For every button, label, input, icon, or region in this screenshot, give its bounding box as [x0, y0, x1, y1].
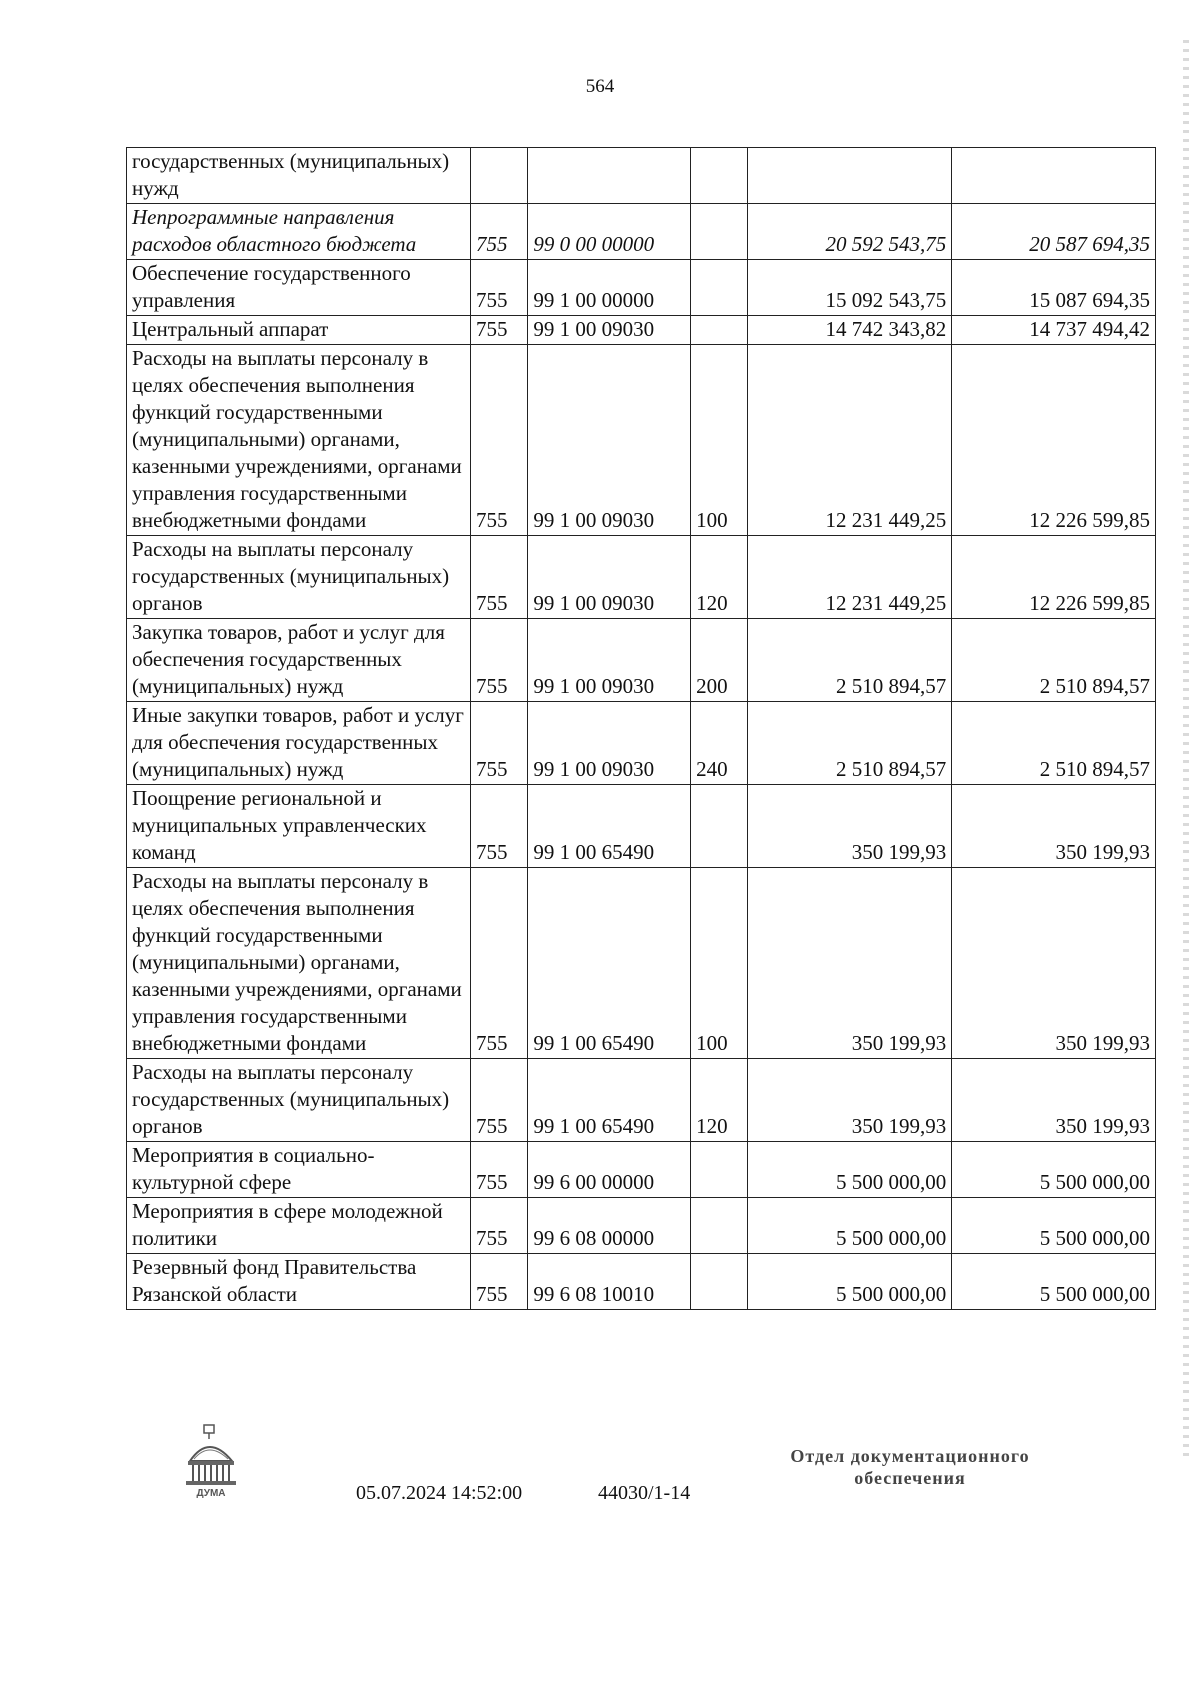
row-expense-type-cell: 200	[691, 619, 748, 702]
row-department-code-cell: 755	[471, 785, 528, 868]
table-row	[127, 1198, 1156, 1254]
row-target-code-cell: 99 0 00 00000	[528, 204, 691, 260]
row-name-cell: государственных (муниципальных) нужд	[127, 148, 471, 204]
row-amount-year2-cell: 350 199,93	[952, 785, 1156, 868]
row-amount-year1-cell: 350 199,93	[748, 1059, 952, 1142]
row-amount-year1-cell: 2 510 894,57	[748, 619, 952, 702]
row-expense-type-cell	[691, 785, 748, 868]
budget-table-body	[127, 148, 1156, 1310]
row-target-code-cell: 99 1 00 09030	[528, 619, 691, 702]
duma-logo-icon	[182, 1423, 240, 1499]
row-target-code-cell: 99 6 08 00000	[528, 1198, 691, 1254]
table-row	[127, 316, 1156, 345]
row-name-cell: Обеспечение государственного управления	[127, 260, 471, 316]
table-row	[127, 345, 1156, 536]
row-amount-year1-cell: 350 199,93	[748, 785, 952, 868]
row-target-code-cell: 99 1 00 65490	[528, 1059, 691, 1142]
row-amount-year2-cell: 14 737 494,42	[952, 316, 1156, 345]
row-amount-year1-cell: 2 510 894,57	[748, 702, 952, 785]
row-name-cell: Расходы на выплаты персоналу государственных (муниципальных) органов	[127, 1059, 471, 1142]
row-expense-type-cell: 120	[691, 536, 748, 619]
page-number: 564	[585, 76, 615, 97]
row-department-code-cell: 755	[471, 1198, 528, 1254]
row-amount-year2-cell: 2 510 894,57	[952, 702, 1156, 785]
row-amount-year2-cell: 12 226 599,85	[952, 536, 1156, 619]
scan-edge-strip	[1183, 40, 1189, 1460]
row-expense-type-cell: 120	[691, 1059, 748, 1142]
row-department-code-cell: 755	[471, 204, 528, 260]
row-expense-type-cell	[691, 148, 748, 204]
row-target-code-cell	[528, 148, 691, 204]
row-amount-year2-cell: 20 587 694,35	[952, 204, 1156, 260]
row-name-cell: Расходы на выплаты персоналу в целях обеспечения выполнения функций государственными (муниципальными) органами, казенными учреждениями, органами управления государственными внебюджетными фондами	[127, 345, 471, 536]
row-amount-year1-cell: 12 231 449,25	[748, 345, 952, 536]
row-expense-type-cell: 240	[691, 702, 748, 785]
row-expense-type-cell	[691, 1198, 748, 1254]
row-department-code-cell: 755	[471, 619, 528, 702]
budget-table	[126, 147, 1156, 1310]
row-target-code-cell: 99 1 00 65490	[528, 868, 691, 1059]
row-name-cell: Иные закупки товаров, работ и услуг для обеспечения государственных (муниципальных) нужд	[127, 702, 471, 785]
row-target-code-cell: 99 6 00 00000	[528, 1142, 691, 1198]
row-name-cell: Расходы на выплаты персоналу в целях обеспечения выполнения функций государственными (муниципальными) органами, казенными учреждениями, органами управления государственными внебюджетными фондами	[127, 868, 471, 1059]
row-department-code-cell: 755	[471, 1059, 528, 1142]
row-department-code-cell: 755	[471, 702, 528, 785]
row-name-cell: Поощрение региональной и муниципальных управленческих команд	[127, 785, 471, 868]
row-amount-year1-cell: 5 500 000,00	[748, 1142, 952, 1198]
table-row	[127, 536, 1156, 619]
table-row	[127, 1059, 1156, 1142]
row-amount-year2-cell: 350 199,93	[952, 868, 1156, 1059]
row-amount-year2-cell: 15 087 694,35	[952, 260, 1156, 316]
table-row	[127, 619, 1156, 702]
row-target-code-cell: 99 1 00 09030	[528, 316, 691, 345]
duma-logo-text: ДУМА	[196, 1488, 226, 1499]
stamp-line-1: Отдел документационного	[790, 1446, 1030, 1466]
row-department-code-cell	[471, 148, 528, 204]
row-name-cell: Непрограммные направления расходов областного бюджета	[127, 204, 471, 260]
row-department-code-cell: 755	[471, 1254, 528, 1310]
row-amount-year1-cell: 5 500 000,00	[748, 1254, 952, 1310]
row-expense-type-cell	[691, 1142, 748, 1198]
table-row	[127, 868, 1156, 1059]
row-department-code-cell: 755	[471, 345, 528, 536]
row-target-code-cell: 99 6 08 10010	[528, 1254, 691, 1310]
row-amount-year2-cell: 2 510 894,57	[952, 619, 1156, 702]
row-department-code-cell: 755	[471, 260, 528, 316]
row-amount-year1-cell	[748, 148, 952, 204]
table-row	[127, 260, 1156, 316]
row-department-code-cell: 755	[471, 536, 528, 619]
table-row	[127, 1142, 1156, 1198]
registration-number: 44030/1-14	[598, 1482, 691, 1504]
row-amount-year2-cell: 5 500 000,00	[952, 1254, 1156, 1310]
row-amount-year1-cell: 20 592 543,75	[748, 204, 952, 260]
row-amount-year2-cell: 350 199,93	[952, 1059, 1156, 1142]
row-amount-year1-cell: 12 231 449,25	[748, 536, 952, 619]
row-expense-type-cell	[691, 204, 748, 260]
row-expense-type-cell: 100	[691, 868, 748, 1059]
table-row	[127, 148, 1156, 204]
row-target-code-cell: 99 1 00 09030	[528, 345, 691, 536]
row-amount-year2-cell: 5 500 000,00	[952, 1198, 1156, 1254]
row-department-code-cell: 755	[471, 316, 528, 345]
row-name-cell: Резервный фонд Правительства Рязанской области	[127, 1254, 471, 1310]
row-target-code-cell: 99 1 00 09030	[528, 702, 691, 785]
table-row	[127, 785, 1156, 868]
row-name-cell: Расходы на выплаты персоналу государственных (муниципальных) органов	[127, 536, 471, 619]
row-target-code-cell: 99 1 00 09030	[528, 536, 691, 619]
row-amount-year1-cell: 350 199,93	[748, 868, 952, 1059]
row-amount-year1-cell: 5 500 000,00	[748, 1198, 952, 1254]
row-amount-year2-cell	[952, 148, 1156, 204]
row-amount-year2-cell: 12 226 599,85	[952, 345, 1156, 536]
table-row	[127, 702, 1156, 785]
row-target-code-cell: 99 1 00 00000	[528, 260, 691, 316]
row-name-cell: Закупка товаров, работ и услуг для обеспечения государственных (муниципальных) нужд	[127, 619, 471, 702]
stamp-line-2: обеспечения	[854, 1468, 966, 1488]
row-amount-year1-cell: 15 092 543,75	[748, 260, 952, 316]
row-expense-type-cell	[691, 260, 748, 316]
row-amount-year1-cell: 14 742 343,82	[748, 316, 952, 345]
row-target-code-cell: 99 1 00 65490	[528, 785, 691, 868]
row-amount-year2-cell: 5 500 000,00	[952, 1142, 1156, 1198]
row-department-code-cell: 755	[471, 1142, 528, 1198]
row-name-cell: Мероприятия в социально-культурной сфере	[127, 1142, 471, 1198]
table-row	[127, 204, 1156, 260]
table-row	[127, 1254, 1156, 1310]
row-expense-type-cell	[691, 1254, 748, 1310]
row-name-cell: Мероприятия в сфере молодежной политики	[127, 1198, 471, 1254]
row-expense-type-cell	[691, 316, 748, 345]
department-stamp	[760, 1445, 1060, 1489]
row-name-cell: Центральный аппарат	[127, 316, 471, 345]
row-department-code-cell: 755	[471, 868, 528, 1059]
document-datetime: 05.07.2024 14:52:00	[356, 1482, 523, 1504]
row-expense-type-cell: 100	[691, 345, 748, 536]
